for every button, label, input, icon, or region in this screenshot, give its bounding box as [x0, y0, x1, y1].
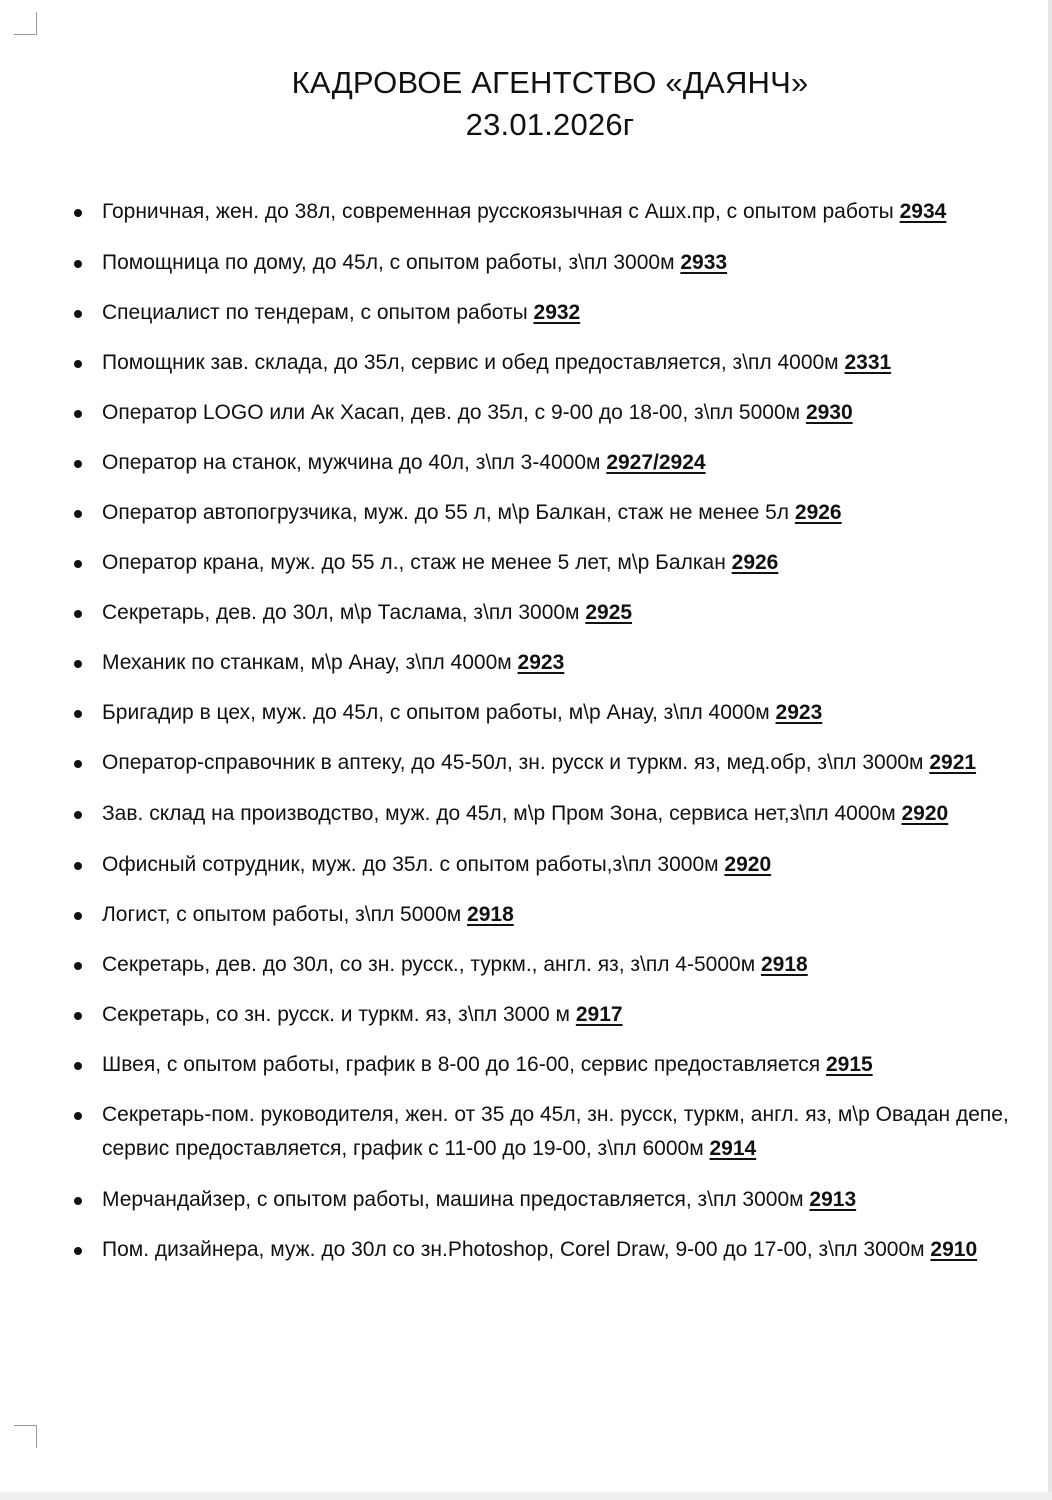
vacancy-text: Логист, с опытом работы, з\пл 5000м: [102, 903, 462, 926]
vacancy-text: Швея, с опытом работы, график в 8-00 до 16-00, сервис предоставляется: [102, 1053, 821, 1076]
vacancy-code: 2930: [805, 401, 853, 424]
vacancy-item: [102, 998, 1050, 1032]
vacancy-item: [102, 696, 1050, 730]
page-edge-bottom: [0, 1492, 1052, 1500]
bullet-icon: [74, 209, 82, 217]
document-header: [0, 62, 1052, 146]
vacancy-code: 2926: [794, 501, 842, 524]
vacancy-item: [102, 396, 1050, 430]
vacancy-item: [102, 446, 1050, 480]
vacancy-text: Оператор крана, муж. до 55 л., стаж не менее 5 лет, м\р Балкан: [102, 551, 726, 574]
vacancy-code: 2918: [467, 903, 514, 926]
vacancy-text: Мерчандайзер, с опытом работы, машина предоставляется, з\пл 3000м: [102, 1188, 804, 1211]
vacancy-text: Зав. склад на производство, муж. до 45л, м\р Пром Зона, сервиса нет,з\пл 4000м: [102, 802, 896, 825]
vacancy-text: Помощница по дому, до 45л, с опытом работы, з\пл 3000м: [102, 251, 675, 274]
bullet-icon: [74, 610, 82, 618]
vacancy-text: Секретарь, со зн. русск. и туркм. яз, з\пл 3000 м: [102, 1003, 570, 1026]
bullet-icon: [74, 760, 82, 768]
vacancy-code: 2920: [901, 802, 949, 825]
vacancy-item: [102, 346, 1050, 380]
bullet-icon: [74, 660, 82, 668]
vacancy-code: 2921: [929, 751, 977, 774]
vacancy-item: [102, 797, 1050, 831]
agency-title: КАДРОВОЕ АГЕНТСТВО «ДАЯНЧ»: [291, 65, 809, 100]
vacancy-code: 2933: [680, 251, 728, 274]
vacancy-item: [102, 848, 1050, 882]
vacancy-code: 2915: [825, 1053, 873, 1076]
bullet-icon: [74, 962, 82, 970]
vacancy-text: Специалист по тендерам, с опытом работы: [102, 301, 528, 324]
vacancy-item: [102, 596, 1050, 630]
vacancy-text: Офисный сотрудник, муж. до 35л. с опытом работы,з\пл 3000м: [102, 853, 719, 876]
bullet-icon: [74, 1112, 82, 1120]
bullet-icon: [74, 912, 82, 920]
vacancy-item: [102, 195, 1050, 229]
bullet-icon: [74, 811, 82, 819]
vacancy-code: 2925: [585, 601, 633, 624]
vacancy-text: Секретарь, дев. до 30л, м\р Таслама, з\пл 3000м: [102, 601, 580, 624]
vacancy-text: Бригадир в цех, муж. до 45л, с опытом работы, м\р Анау, з\пл 4000м: [102, 701, 770, 724]
vacancy-list: [102, 195, 1050, 1284]
bullet-icon: [74, 1062, 82, 1070]
vacancy-code: 2932: [533, 301, 581, 324]
vacancy-text: Оператор-справочник в аптеку, до 45-50л, зн. русск и туркм. яз, мед.обр, з\пл 3000м: [102, 751, 924, 774]
vacancy-text: Горничная, жен. до 38л, современная русскоязычная с Ашх.пр, с опытом работы: [102, 200, 894, 223]
vacancy-code: 2918: [760, 953, 808, 976]
bullet-icon: [74, 862, 82, 870]
vacancy-text: Секретарь-пом. руководителя, жен. от 35 до 45л, зн. русск, туркм, англ. яз, м\р Овадан депе, сервис предоставляется, график с 11-00 до 19-00, з\пл 6000м: [102, 1103, 1009, 1160]
bullet-icon: [74, 310, 82, 318]
vacancy-text: Помощник зав. склада, до 35л, сервис и обед предоставляется, з\пл 4000м: [102, 351, 839, 374]
bullet-icon: [74, 510, 82, 518]
vacancy-text: Механик по станкам, м\р Анау, з\пл 4000м: [102, 651, 512, 674]
vacancy-item: [102, 246, 1050, 280]
vacancy-item: [102, 898, 1050, 932]
vacancy-code: 2927/2924: [606, 451, 706, 474]
vacancy-item: [102, 1183, 1050, 1217]
vacancy-text: Пом. дизайнера, муж. до 30л со зн.Photoshop, Corel Draw, 9-00 до 17-00, з\пл 3000м: [102, 1238, 925, 1261]
vacancy-item: [102, 646, 1050, 680]
bullet-icon: [74, 1012, 82, 1020]
vacancy-code: 2923: [775, 701, 823, 724]
vacancy-code: 2913: [809, 1188, 857, 1211]
vacancy-code: 2914: [709, 1137, 757, 1160]
bullet-icon: [74, 1197, 82, 1205]
vacancy-item: [102, 1233, 1050, 1267]
vacancy-code: 2926: [731, 551, 779, 574]
bullet-icon: [74, 560, 82, 568]
vacancy-item: [102, 1098, 1050, 1166]
vacancy-item: [102, 948, 1050, 982]
document-date: 23.01.2026г: [465, 107, 635, 142]
bullet-icon: [74, 360, 82, 368]
bullet-icon: [74, 1247, 82, 1255]
vacancy-text: Оператор на станок, мужчина до 40л, з\пл 3-4000м: [102, 451, 601, 474]
bullet-icon: [74, 260, 82, 268]
vacancy-code: 2920: [724, 853, 772, 876]
vacancy-code: 2923: [517, 651, 565, 674]
vacancy-item: [102, 746, 1050, 780]
vacancy-text: Секретарь, дев. до 30л, со зн. русск., туркм., англ. яз, з\пл 4-5000м: [102, 953, 756, 976]
crop-mark-top-left: [14, 12, 37, 35]
vacancy-item: [102, 496, 1050, 530]
vacancy-code: 2910: [930, 1238, 978, 1261]
vacancy-code: 2934: [899, 200, 947, 223]
vacancy-code: 2917: [575, 1003, 623, 1026]
vacancy-code: 2331: [844, 351, 892, 374]
crop-mark-bottom-left: [14, 1425, 37, 1448]
vacancy-text: Оператор автопогрузчика, муж. до 55 л, м\р Балкан, стаж не менее 5л: [102, 501, 790, 524]
bullet-icon: [74, 460, 82, 468]
vacancy-item: [102, 546, 1050, 580]
bullet-icon: [74, 410, 82, 418]
vacancy-item: [102, 296, 1050, 330]
vacancy-item: [102, 1048, 1050, 1082]
vacancy-text: Оператор LOGO или Ак Хасап, дев. до 35л, с 9-00 до 18-00, з\пл 5000м: [102, 401, 801, 424]
bullet-icon: [74, 710, 82, 718]
